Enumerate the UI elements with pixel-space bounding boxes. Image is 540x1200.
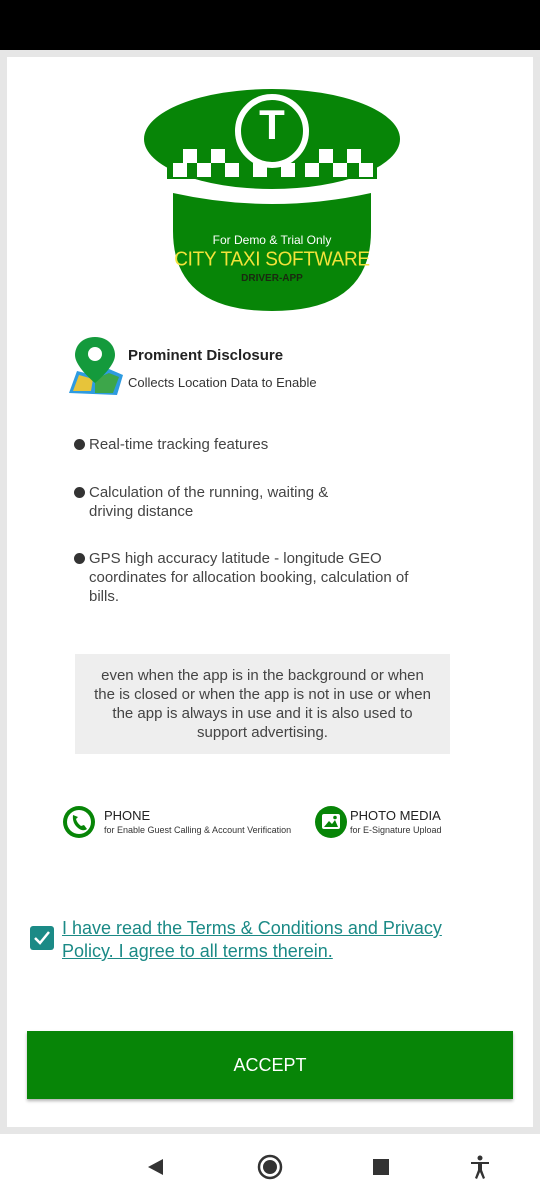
logo-brand-text: CITY TAXI SOFTWARE bbox=[174, 248, 370, 271]
logo-demo-text: For Demo & Trial Only bbox=[212, 233, 332, 247]
bullet-text: Calculation of the running, waiting & driving distance bbox=[89, 484, 329, 520]
navigation-bar bbox=[0, 1134, 540, 1200]
location-map-icon bbox=[65, 335, 125, 397]
accept-button[interactable]: ACCEPT bbox=[27, 1031, 513, 1099]
disclosure-title: Prominent Disclosure bbox=[128, 347, 284, 364]
background-usage-notice: even when the app is in the background or when the is closed or when the app is not in use or when the app is always in use and it is also used to support advertising. bbox=[75, 654, 450, 754]
home-icon[interactable] bbox=[257, 1154, 283, 1180]
terms-checkbox[interactable] bbox=[30, 926, 54, 950]
terms-agreement bbox=[30, 917, 482, 963]
bullet-dot-icon bbox=[74, 553, 85, 564]
bullet-item bbox=[74, 483, 434, 521]
permission-phone-desc: for Enable Guest Calling & Account Verification bbox=[104, 825, 292, 835]
logo-sub-text: DRIVER-APP bbox=[241, 273, 303, 284]
permission-media bbox=[314, 805, 442, 839]
recent-apps-icon[interactable] bbox=[368, 1154, 394, 1180]
bullet-dot-icon bbox=[74, 439, 85, 450]
permission-media-desc: for E-Signature Upload bbox=[350, 825, 442, 835]
terms-link[interactable]: I have read the Terms & Conditions and Privacy Policy. I agree to all terms therein. bbox=[62, 918, 442, 961]
bullet-text: Real-time tracking features bbox=[89, 436, 269, 453]
disclosure-card bbox=[7, 57, 533, 1127]
bullet-item bbox=[74, 435, 434, 454]
back-icon[interactable] bbox=[143, 1154, 169, 1180]
logo-letter: T bbox=[259, 101, 285, 148]
photo-icon bbox=[314, 805, 348, 839]
check-icon bbox=[33, 929, 51, 947]
bullet-text: GPS high accuracy latitude - longitude GEO coordinates for allocation booking, calculation of bills. bbox=[89, 550, 409, 605]
bullet-dot-icon bbox=[74, 487, 85, 498]
phone-icon bbox=[62, 805, 96, 839]
bullet-item bbox=[74, 549, 434, 606]
permission-media-name: PHOTO MEDIA bbox=[350, 808, 441, 823]
disclosure-subtitle: Collects Location Data to Enable bbox=[128, 375, 317, 390]
status-bar bbox=[0, 0, 540, 50]
accessibility-icon[interactable] bbox=[467, 1154, 493, 1180]
permission-phone bbox=[62, 805, 291, 839]
permission-phone-name: PHONE bbox=[104, 808, 151, 823]
taxi-logo bbox=[137, 81, 407, 321]
